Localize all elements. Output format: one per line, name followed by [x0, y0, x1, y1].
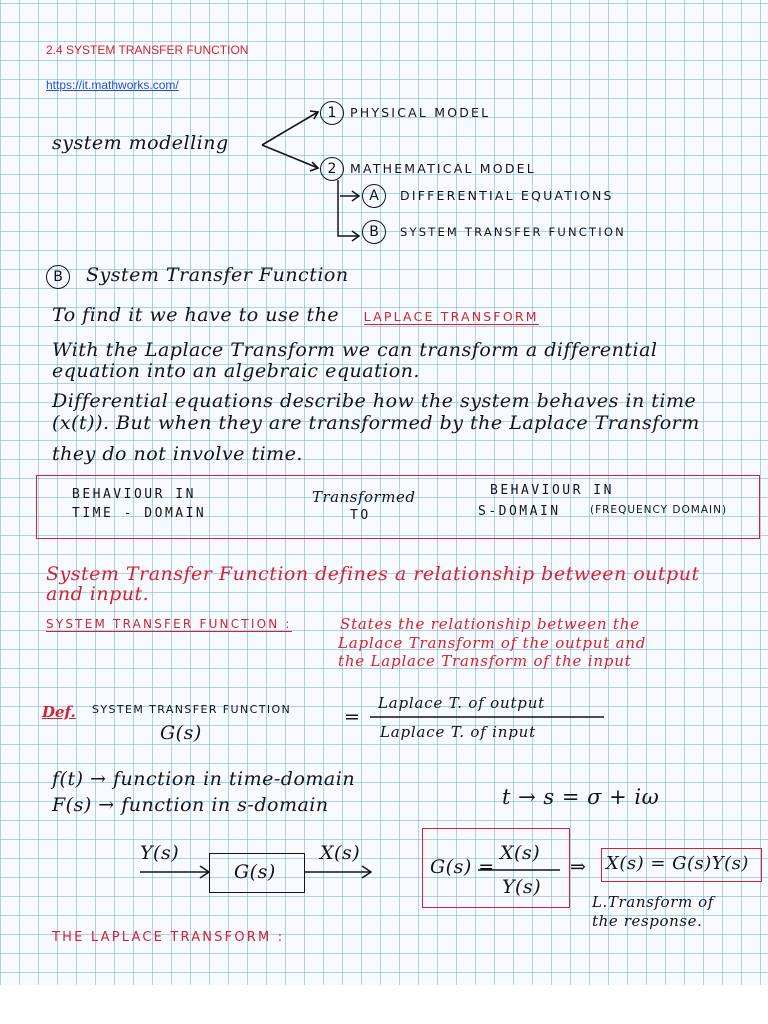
response-note-line-1: L.Transform of [592, 893, 714, 911]
stf-states-line-1: States the relationship between the [340, 615, 640, 633]
section-b-heading [46, 264, 349, 289]
paragraph-2-line-1: Differential equations describe how the system behaves in time [52, 390, 697, 412]
def-lhs-g-s: G(s) [160, 722, 202, 744]
block-input-label: Y(s) [140, 842, 180, 864]
frequency-domain-note: (FREQUENCY DOMAIN) [590, 504, 728, 516]
red-definition-line-2: and input. [46, 583, 150, 605]
formula-denominator: Y(s) [502, 876, 542, 898]
tree-sub-a [362, 184, 614, 208]
block-output-label: X(s) [320, 842, 361, 864]
time-domain-line-1: BEHAVIOUR IN [72, 487, 196, 502]
laplace-heading: THE LAPLACE TRANSFORM : [52, 930, 285, 945]
red-definition-line-1: System Transfer Function defines a relationship between output [46, 563, 700, 585]
paragraph-2-line-3: they do not involve time. [52, 443, 303, 465]
tree-item-mathematical [320, 157, 536, 181]
page-title: 2.4 SYSTEM TRANSFER FUNCTION [46, 43, 249, 57]
def-lhs-line-1: SYSTEM TRANSFER FUNCTION [92, 703, 292, 716]
formula-numerator: X(s) [500, 842, 541, 864]
sub-letter-b: B [362, 220, 386, 244]
paragraph-2-line-2: (x(t)). But when they are transformed by the Laplace Transform [52, 412, 700, 434]
system-transfer-function-label: SYSTEM TRANSFER FUNCTION [400, 225, 626, 239]
time-domain-line-2: TIME - DOMAIN [72, 506, 207, 521]
paragraph-1-line-1: With the Laplace Transform we can transform a differential [52, 339, 658, 361]
def-denominator: Laplace T. of input [380, 723, 536, 741]
stf-label: SYSTEM TRANSFER FUNCTION : [46, 617, 292, 631]
stf-states-line-2: Laplace Transform of the output and [338, 634, 647, 652]
section-b-title: System Transfer Function [86, 264, 349, 286]
formula-lhs: G(s) = [430, 856, 495, 878]
fs-line: F(s) → function in s-domain [52, 794, 329, 816]
stf-states-line-3: the Laplace Transform of the input [338, 652, 632, 670]
page-bottom-edge [0, 985, 768, 1024]
ft-line: f(t) → function in time-domain [52, 768, 356, 790]
laplace-intro-text: To find it we have to use the [52, 304, 340, 326]
laplace-transform-highlight: LAPLACE TRANSFORM [363, 309, 539, 324]
t-to-s-mapping: t → s = σ + iω [502, 785, 660, 809]
paragraph-1-line-2: equation into an algebraic equation. [52, 360, 420, 382]
to-label: TO [350, 508, 371, 523]
mathworks-link[interactable]: https://it.mathworks.com/ [46, 78, 179, 92]
tree-sub-b [362, 220, 626, 244]
s-domain-line-2: S-DOMAIN [478, 504, 561, 519]
def-equals: = [344, 706, 361, 728]
mathematical-model-label: MATHEMATICAL MODEL [350, 161, 536, 176]
def-numerator: Laplace T. of output [378, 694, 545, 712]
tree-item-physical [320, 101, 490, 125]
response-note-line-2: the response. [592, 912, 703, 930]
physical-model-label: PHYSICAL MODEL [350, 105, 491, 120]
laplace-intro-line [52, 304, 539, 326]
implies-arrow: ⇒ [570, 856, 587, 878]
item-number-2: 2 [320, 157, 344, 181]
transfer-block-label: G(s) [234, 861, 276, 883]
tree-root: system modelling [52, 132, 229, 154]
s-domain-line-1: BEHAVIOUR IN [490, 483, 614, 498]
formula-result: X(s) = G(s)Y(s) [606, 853, 749, 874]
transformed-label: Transformed [312, 488, 416, 506]
differential-equations-label: DIFFERENTIAL EQUATIONS [400, 188, 614, 203]
sub-letter-a: A [362, 184, 386, 208]
section-letter-b: B [46, 265, 70, 289]
def-label: Def. [42, 703, 76, 721]
item-number-1: 1 [320, 101, 344, 125]
